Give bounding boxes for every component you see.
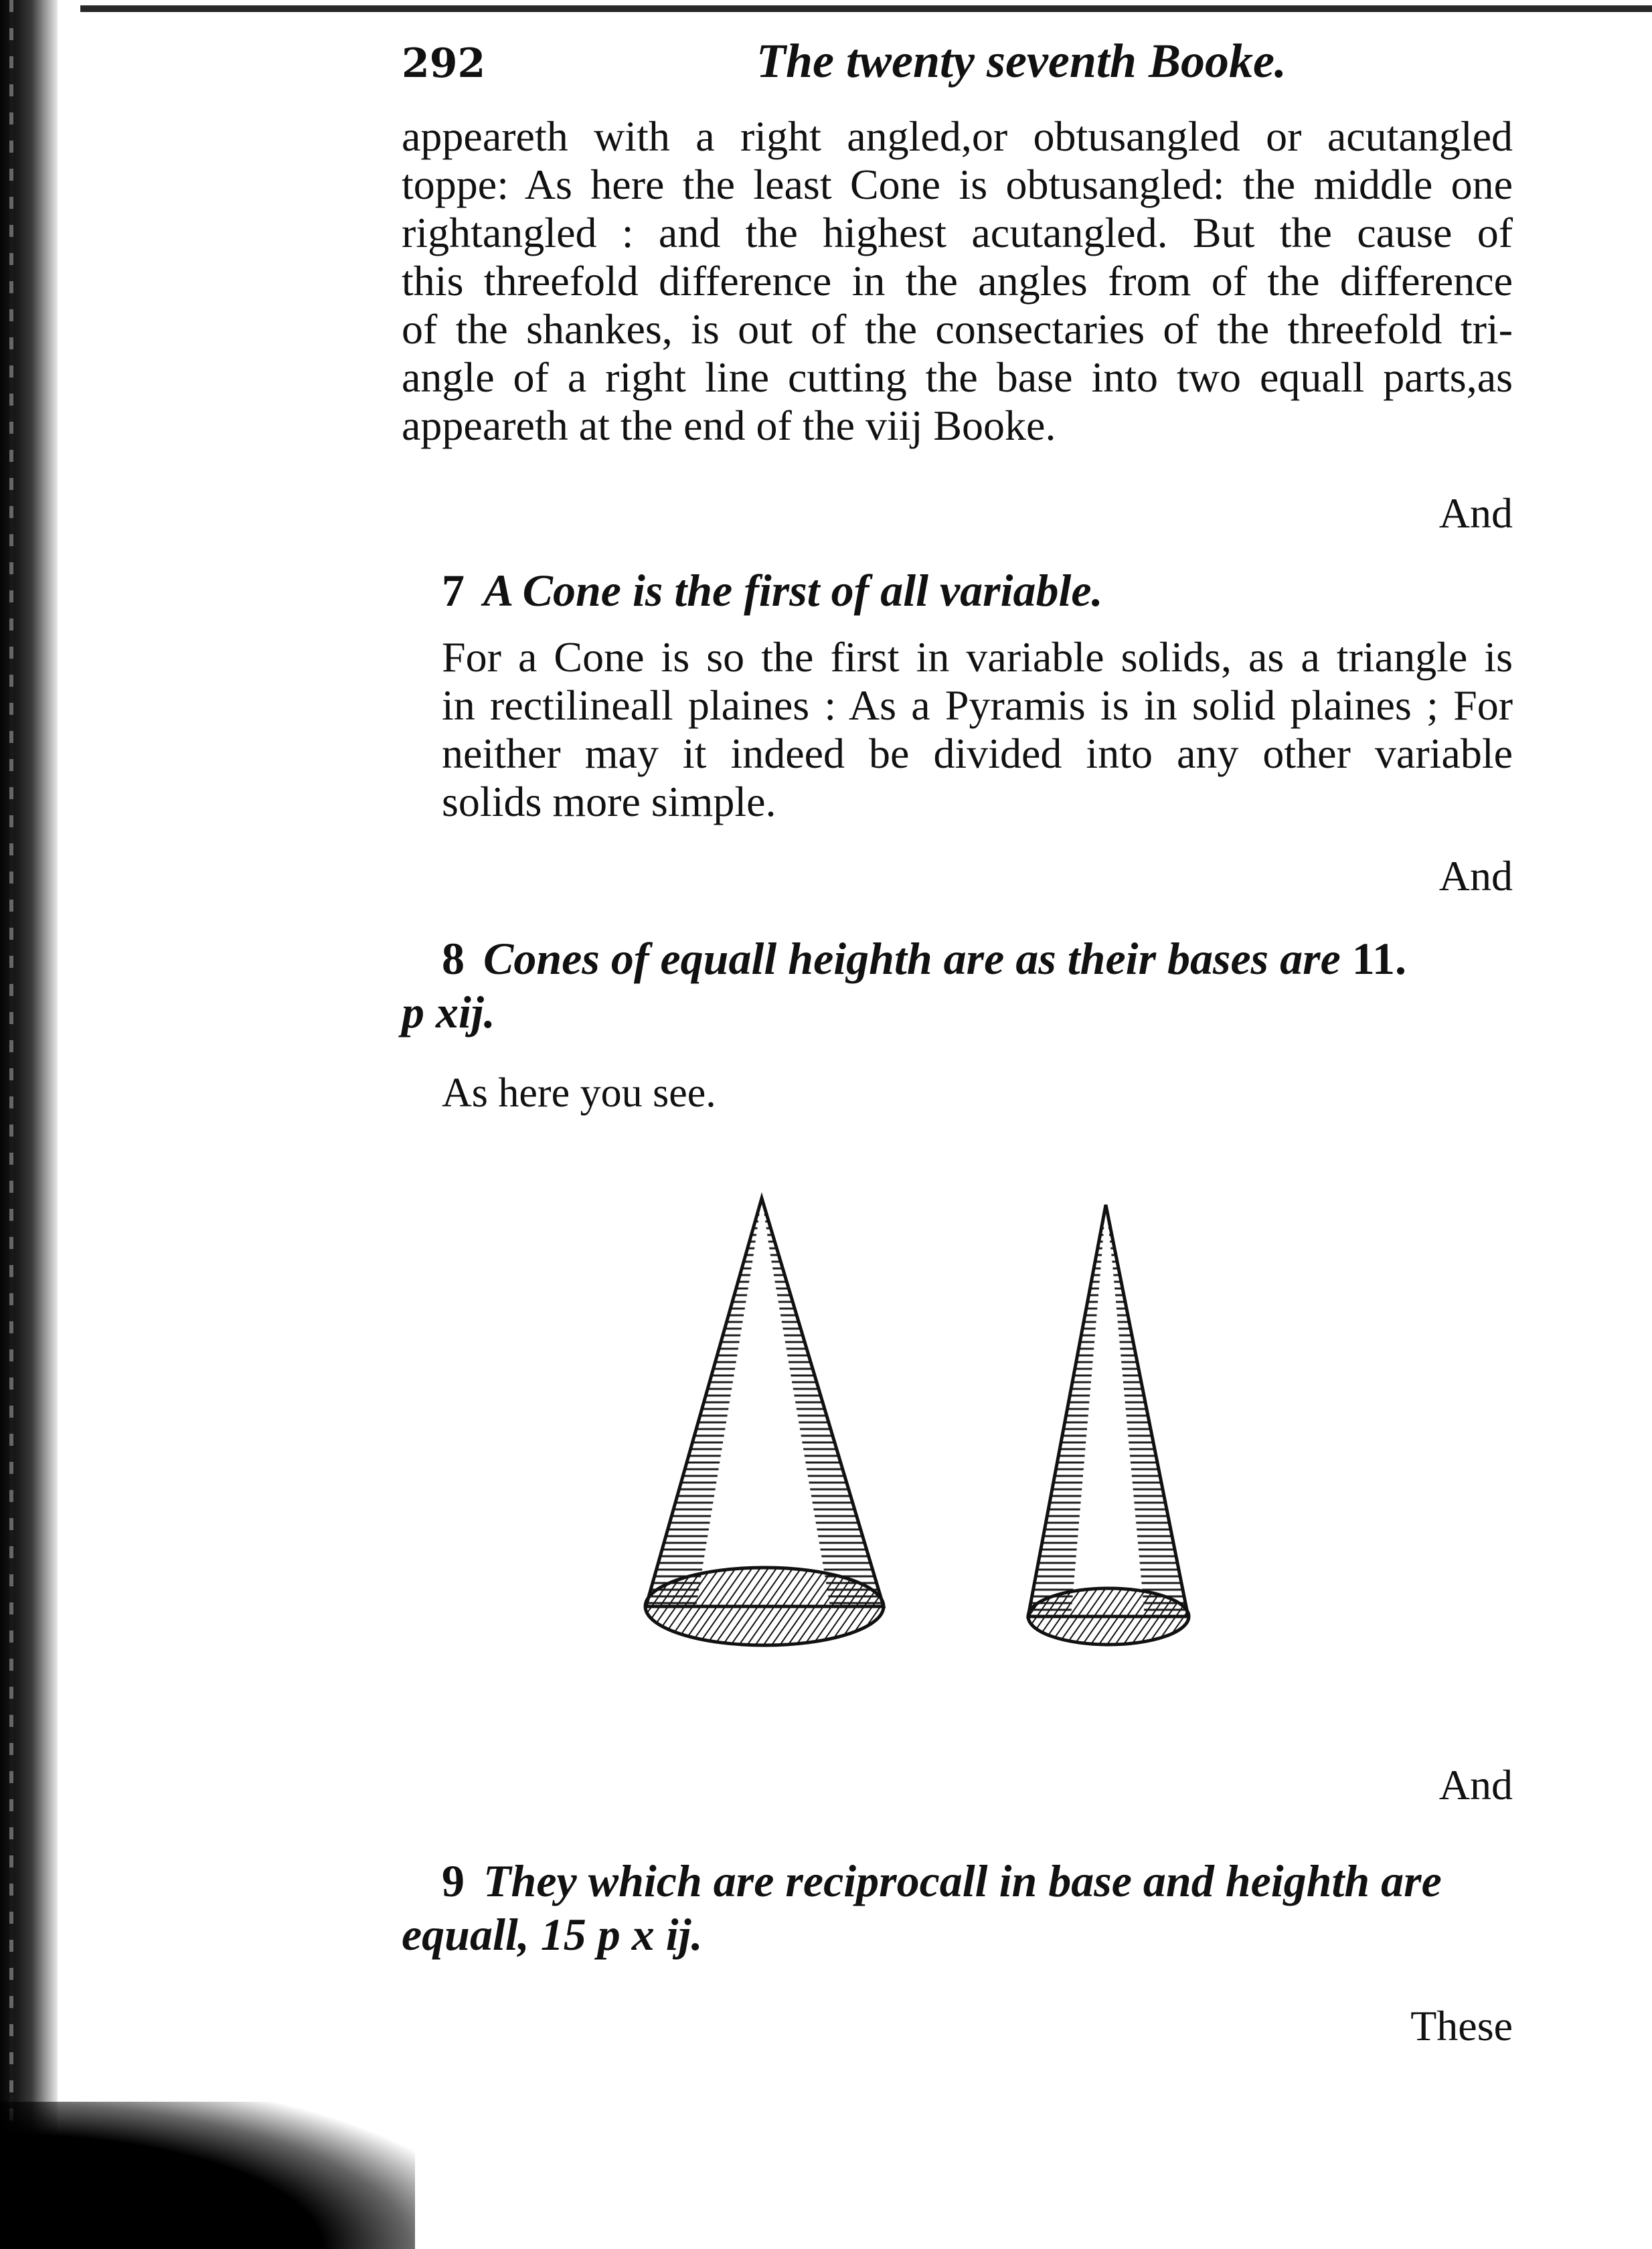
proposition-text-continued: equall, 15 p x ij. [402, 1909, 703, 1960]
running-head: The twenty seventh Booke. [756, 34, 1287, 88]
cones-illustration [616, 1178, 1232, 1747]
cone-narrow [1028, 1205, 1189, 1645]
catchword: And [1438, 489, 1513, 537]
proposition-9 [402, 1854, 1526, 1961]
text-line: appeareth with a right angled,or obtusangled or acutangled [402, 112, 1513, 160]
text-line: rightangled : and the highest acutangled. But the cause of [402, 209, 1513, 256]
text-line: toppe: As here the least Cone is obtusangled: the middle one [402, 161, 1513, 208]
cone-wide [645, 1198, 884, 1645]
see-text: As here you see. [442, 1070, 716, 1116]
proposition-text: They which are reciprocall in base and heighth are [483, 1855, 1442, 1906]
page-number: 292 [402, 40, 486, 87]
proposition-reference: 11. [1351, 933, 1407, 984]
page-corner-shadow [0, 2102, 415, 2249]
text-line: of the shankes, is out of the consectaries of the threefold tri- [402, 305, 1513, 353]
text-line: this threefold difference in the angles from of the difference [402, 257, 1513, 305]
catchword: And [1438, 852, 1513, 900]
top-rule [80, 5, 1652, 12]
proposition-number: 8 [442, 933, 465, 984]
proposition-8 [402, 932, 1526, 1039]
catchword: These [1410, 2002, 1513, 2050]
paragraph-intro [402, 112, 1513, 450]
text-line: solids more simple. [442, 778, 776, 825]
proposition-text-continued: p xij. [402, 987, 495, 1037]
book-binding-edge [0, 0, 58, 2249]
text-line: For a Cone is so the first in variable solids, as a triangle is [442, 633, 1513, 681]
proposition-text: A Cone is the first of all variable. [483, 565, 1103, 616]
text-line: angle of a right line cutting the base into two equall parts,as [402, 353, 1513, 401]
text-line: in rectilineall plaines : As a Pyramis is in solid plaines ; For [442, 681, 1513, 729]
text-line: appeareth at the end of the viij Booke. [402, 402, 1056, 449]
paragraph-7 [442, 633, 1513, 826]
proposition-number: 7 [442, 565, 465, 616]
proposition-number: 9 [442, 1855, 465, 1906]
text-line: neither may it indeed be divided into any other variable [442, 730, 1513, 777]
cones-figure [616, 1178, 1232, 1747]
catchword: And [1438, 1761, 1513, 1809]
proposition-text: Cones of equall heighth are as their bases are [483, 933, 1341, 984]
proposition-7 [442, 564, 1526, 617]
page-header [402, 33, 1339, 94]
